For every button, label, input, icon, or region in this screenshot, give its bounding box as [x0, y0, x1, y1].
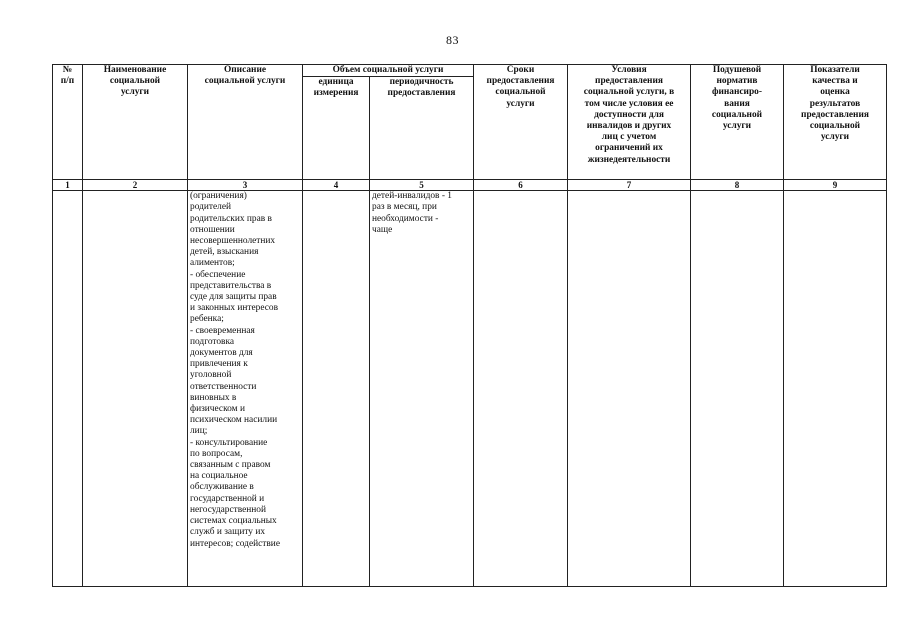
- header-periodicity: периодичность предоставления: [370, 77, 474, 180]
- header-unit: единица измерения: [303, 77, 370, 180]
- cell-unit: [303, 191, 370, 587]
- header-row-top: [53, 65, 887, 77]
- cell-financing-norm: [691, 191, 784, 587]
- column-number: 2: [83, 180, 188, 191]
- header-service-conditions: Условия предоставления социальной услуги, в том числе условия ее доступности для инвалидов и других лиц с учетом ограничений их жизнедеятельности: [568, 65, 691, 180]
- cell-service-terms: [474, 191, 568, 587]
- header-service-description: Описание социальной услуги: [188, 65, 303, 180]
- cell-service-description: (ограничения) родителей родительских прав в отношении несовершеннолетних детей, взыскания алиментов; - обеспечение представительства в суде для защиты прав и законных интересов ребенка; - своевременная подготовка документов для привлечения к уголовной ответственности виновных в физическом и психическом насилии лиц; - консультирование по вопросам, связанным с правом на социальное обслуживание в государственной и негосударственной системах социальных служб и защиту их интересов; содействие: [188, 191, 303, 587]
- header-quality-indicators: Показатели качества и оценка результатов предоставления социальной услуги: [784, 65, 887, 180]
- column-number-row: [53, 180, 887, 191]
- header-number: № п/п: [53, 65, 83, 180]
- cell-number: [53, 191, 83, 587]
- column-number: 7: [568, 180, 691, 191]
- column-number: 5: [370, 180, 474, 191]
- column-number: 8: [691, 180, 784, 191]
- cell-service-conditions: [568, 191, 691, 587]
- column-number: 9: [784, 180, 887, 191]
- cell-quality-indicators: [784, 191, 887, 587]
- header-service-name: Наименование социальной услуги: [83, 65, 188, 180]
- column-number: 6: [474, 180, 568, 191]
- cell-periodicity: детей-инвалидов - 1 раз в месяц, при необходимости - чаще: [370, 191, 474, 587]
- header-financing-norm: Подушевой норматив финансиро- вания социальной услуги: [691, 65, 784, 180]
- column-number: 1: [53, 180, 83, 191]
- header-service-terms: Сроки предоставления социальной услуги: [474, 65, 568, 180]
- table-row: [53, 191, 887, 587]
- column-number: 3: [188, 180, 303, 191]
- cell-service-name: [83, 191, 188, 587]
- services-table: [52, 64, 887, 587]
- header-service-volume: Объем социальной услуги: [303, 65, 474, 77]
- page-number: 83: [446, 33, 459, 47]
- column-number: 4: [303, 180, 370, 191]
